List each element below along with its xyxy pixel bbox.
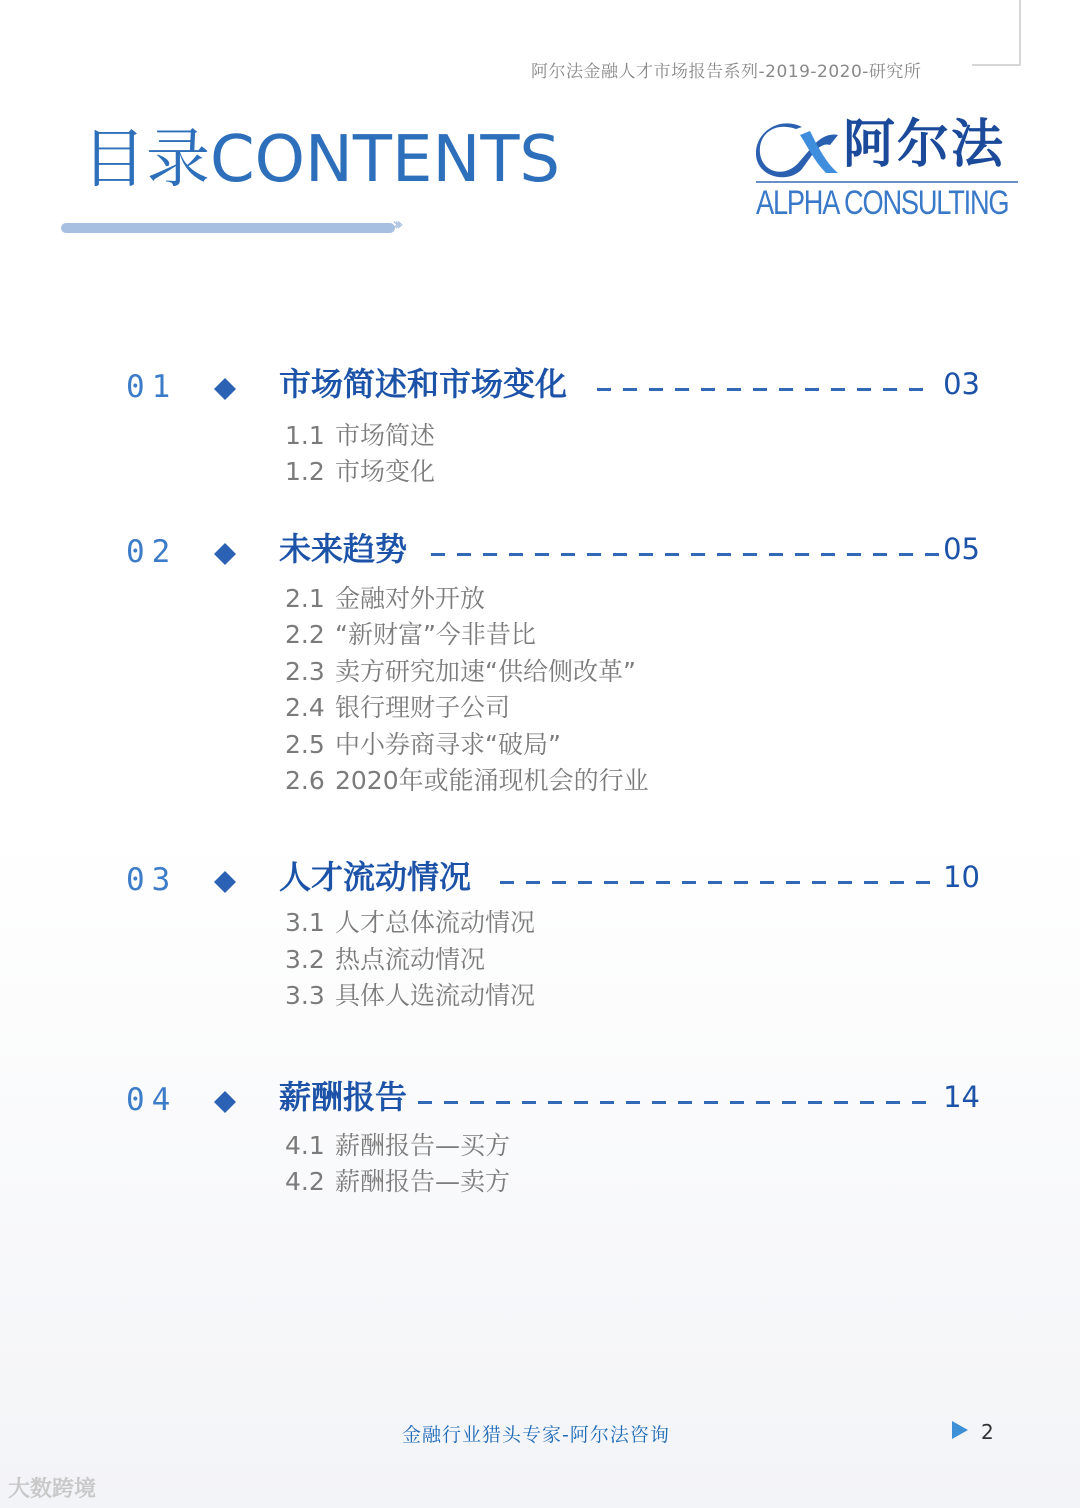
diamond-bullet-icon xyxy=(214,378,236,400)
diamond-bullet-icon xyxy=(214,871,236,893)
brand-name-en: ALPHA CONSULTING xyxy=(756,184,1009,222)
toc-subitem[interactable] xyxy=(285,695,510,720)
subitem-text: 热点流动情况 xyxy=(335,945,486,974)
subitem-number: 2.3 xyxy=(285,657,325,686)
corner-rule-horizontal xyxy=(972,64,1021,66)
page-title: 目录CONTENTS xyxy=(82,123,561,197)
dotted-leader xyxy=(500,881,934,884)
toc-subitem[interactable] xyxy=(285,983,535,1008)
title-underline-bar xyxy=(61,223,395,233)
subitem-number: 2.4 xyxy=(285,693,325,722)
brand-name-cn: 阿尔法 xyxy=(843,115,1006,175)
section-page-number[interactable]: 14 xyxy=(943,1080,980,1114)
subitem-text: 2020年或能涌现机会的行业 xyxy=(335,766,649,795)
subitem-text: 薪酬报告—卖方 xyxy=(335,1167,511,1196)
subitem-number: 1.1 xyxy=(285,421,325,450)
subitem-text: 中小券商寻求“破局” xyxy=(335,730,561,759)
subitem-number: 3.3 xyxy=(285,981,325,1010)
subitem-text: 市场变化 xyxy=(335,457,436,486)
section-number: 01 xyxy=(126,369,178,405)
section-title[interactable]: 市场简述和市场变化 xyxy=(279,365,568,403)
toc-section-02 xyxy=(0,530,1080,795)
toc-subitem[interactable] xyxy=(285,732,561,757)
dotted-leader xyxy=(431,553,939,556)
subitem-text: 具体人选流动情况 xyxy=(335,981,536,1010)
corner-rule-vertical xyxy=(1019,0,1021,66)
toc-subitem[interactable] xyxy=(285,659,636,684)
subitem-text: 市场简述 xyxy=(335,421,436,450)
dotted-leader xyxy=(418,1101,934,1104)
subitem-number: 4.2 xyxy=(285,1167,325,1196)
section-number: 02 xyxy=(126,534,178,570)
subitem-number: 2.1 xyxy=(285,584,325,613)
toc-subitem[interactable] xyxy=(285,622,536,647)
section-title[interactable]: 薪酬报告 xyxy=(279,1078,408,1116)
subitem-number: 3.2 xyxy=(285,945,325,974)
toc-section-01 xyxy=(0,365,1080,486)
brand-logo xyxy=(756,117,1018,225)
subitem-text: 薪酬报告—买方 xyxy=(335,1131,511,1160)
subitem-text: “新财富”今非昔比 xyxy=(335,620,536,649)
report-series-header: 阿尔法金融人才市场报告系列-2019-2020-研究所 xyxy=(531,62,922,82)
section-title[interactable]: 未来趋势 xyxy=(279,530,408,568)
play-arrow-icon xyxy=(952,1421,968,1439)
section-number: 04 xyxy=(126,1082,178,1118)
alpha-mark-icon xyxy=(756,121,840,181)
subitem-number: 2.6 xyxy=(285,766,325,795)
footer-tagline: 金融行业猎头专家-阿尔法咨询 xyxy=(402,1424,670,1446)
subitem-text: 银行理财子公司 xyxy=(335,693,511,722)
toc-subitem[interactable] xyxy=(285,947,485,972)
diamond-bullet-icon xyxy=(214,1091,236,1113)
subitem-text: 人才总体流动情况 xyxy=(335,908,536,937)
section-title[interactable]: 人才流动情况 xyxy=(279,858,472,896)
toc-subitem[interactable] xyxy=(285,586,485,611)
toc-subitem[interactable] xyxy=(285,459,435,484)
toc-section-03 xyxy=(0,858,1080,1010)
toc-subitem[interactable] xyxy=(285,768,649,793)
logo-divider xyxy=(756,181,1018,183)
section-page-number[interactable]: 03 xyxy=(943,367,980,401)
dotted-leader xyxy=(597,388,934,391)
toc-subitem[interactable] xyxy=(285,910,535,935)
section-number: 03 xyxy=(126,862,178,898)
subitem-number: 4.1 xyxy=(285,1131,325,1160)
section-page-number[interactable]: 10 xyxy=(943,860,980,894)
subitem-text: 卖方研究加速“供给侧改革” xyxy=(335,657,636,686)
section-page-number[interactable]: 05 xyxy=(943,532,980,566)
toc-subitem[interactable] xyxy=(285,1133,510,1158)
subitem-number: 2.5 xyxy=(285,730,325,759)
subitem-text: 金融对外开放 xyxy=(335,584,486,613)
diamond-bullet-icon xyxy=(214,543,236,565)
watermark: 大数跨境 xyxy=(8,1477,97,1502)
chevrons-icon: ››› xyxy=(392,214,399,235)
subitem-number: 1.2 xyxy=(285,457,325,486)
toc-subitem[interactable] xyxy=(285,1169,510,1194)
toc-section-04 xyxy=(0,1078,1080,1196)
subitem-number: 3.1 xyxy=(285,908,325,937)
page-number: 2 xyxy=(981,1420,994,1444)
toc-subitem[interactable] xyxy=(285,423,435,448)
subitem-number: 2.2 xyxy=(285,620,325,649)
